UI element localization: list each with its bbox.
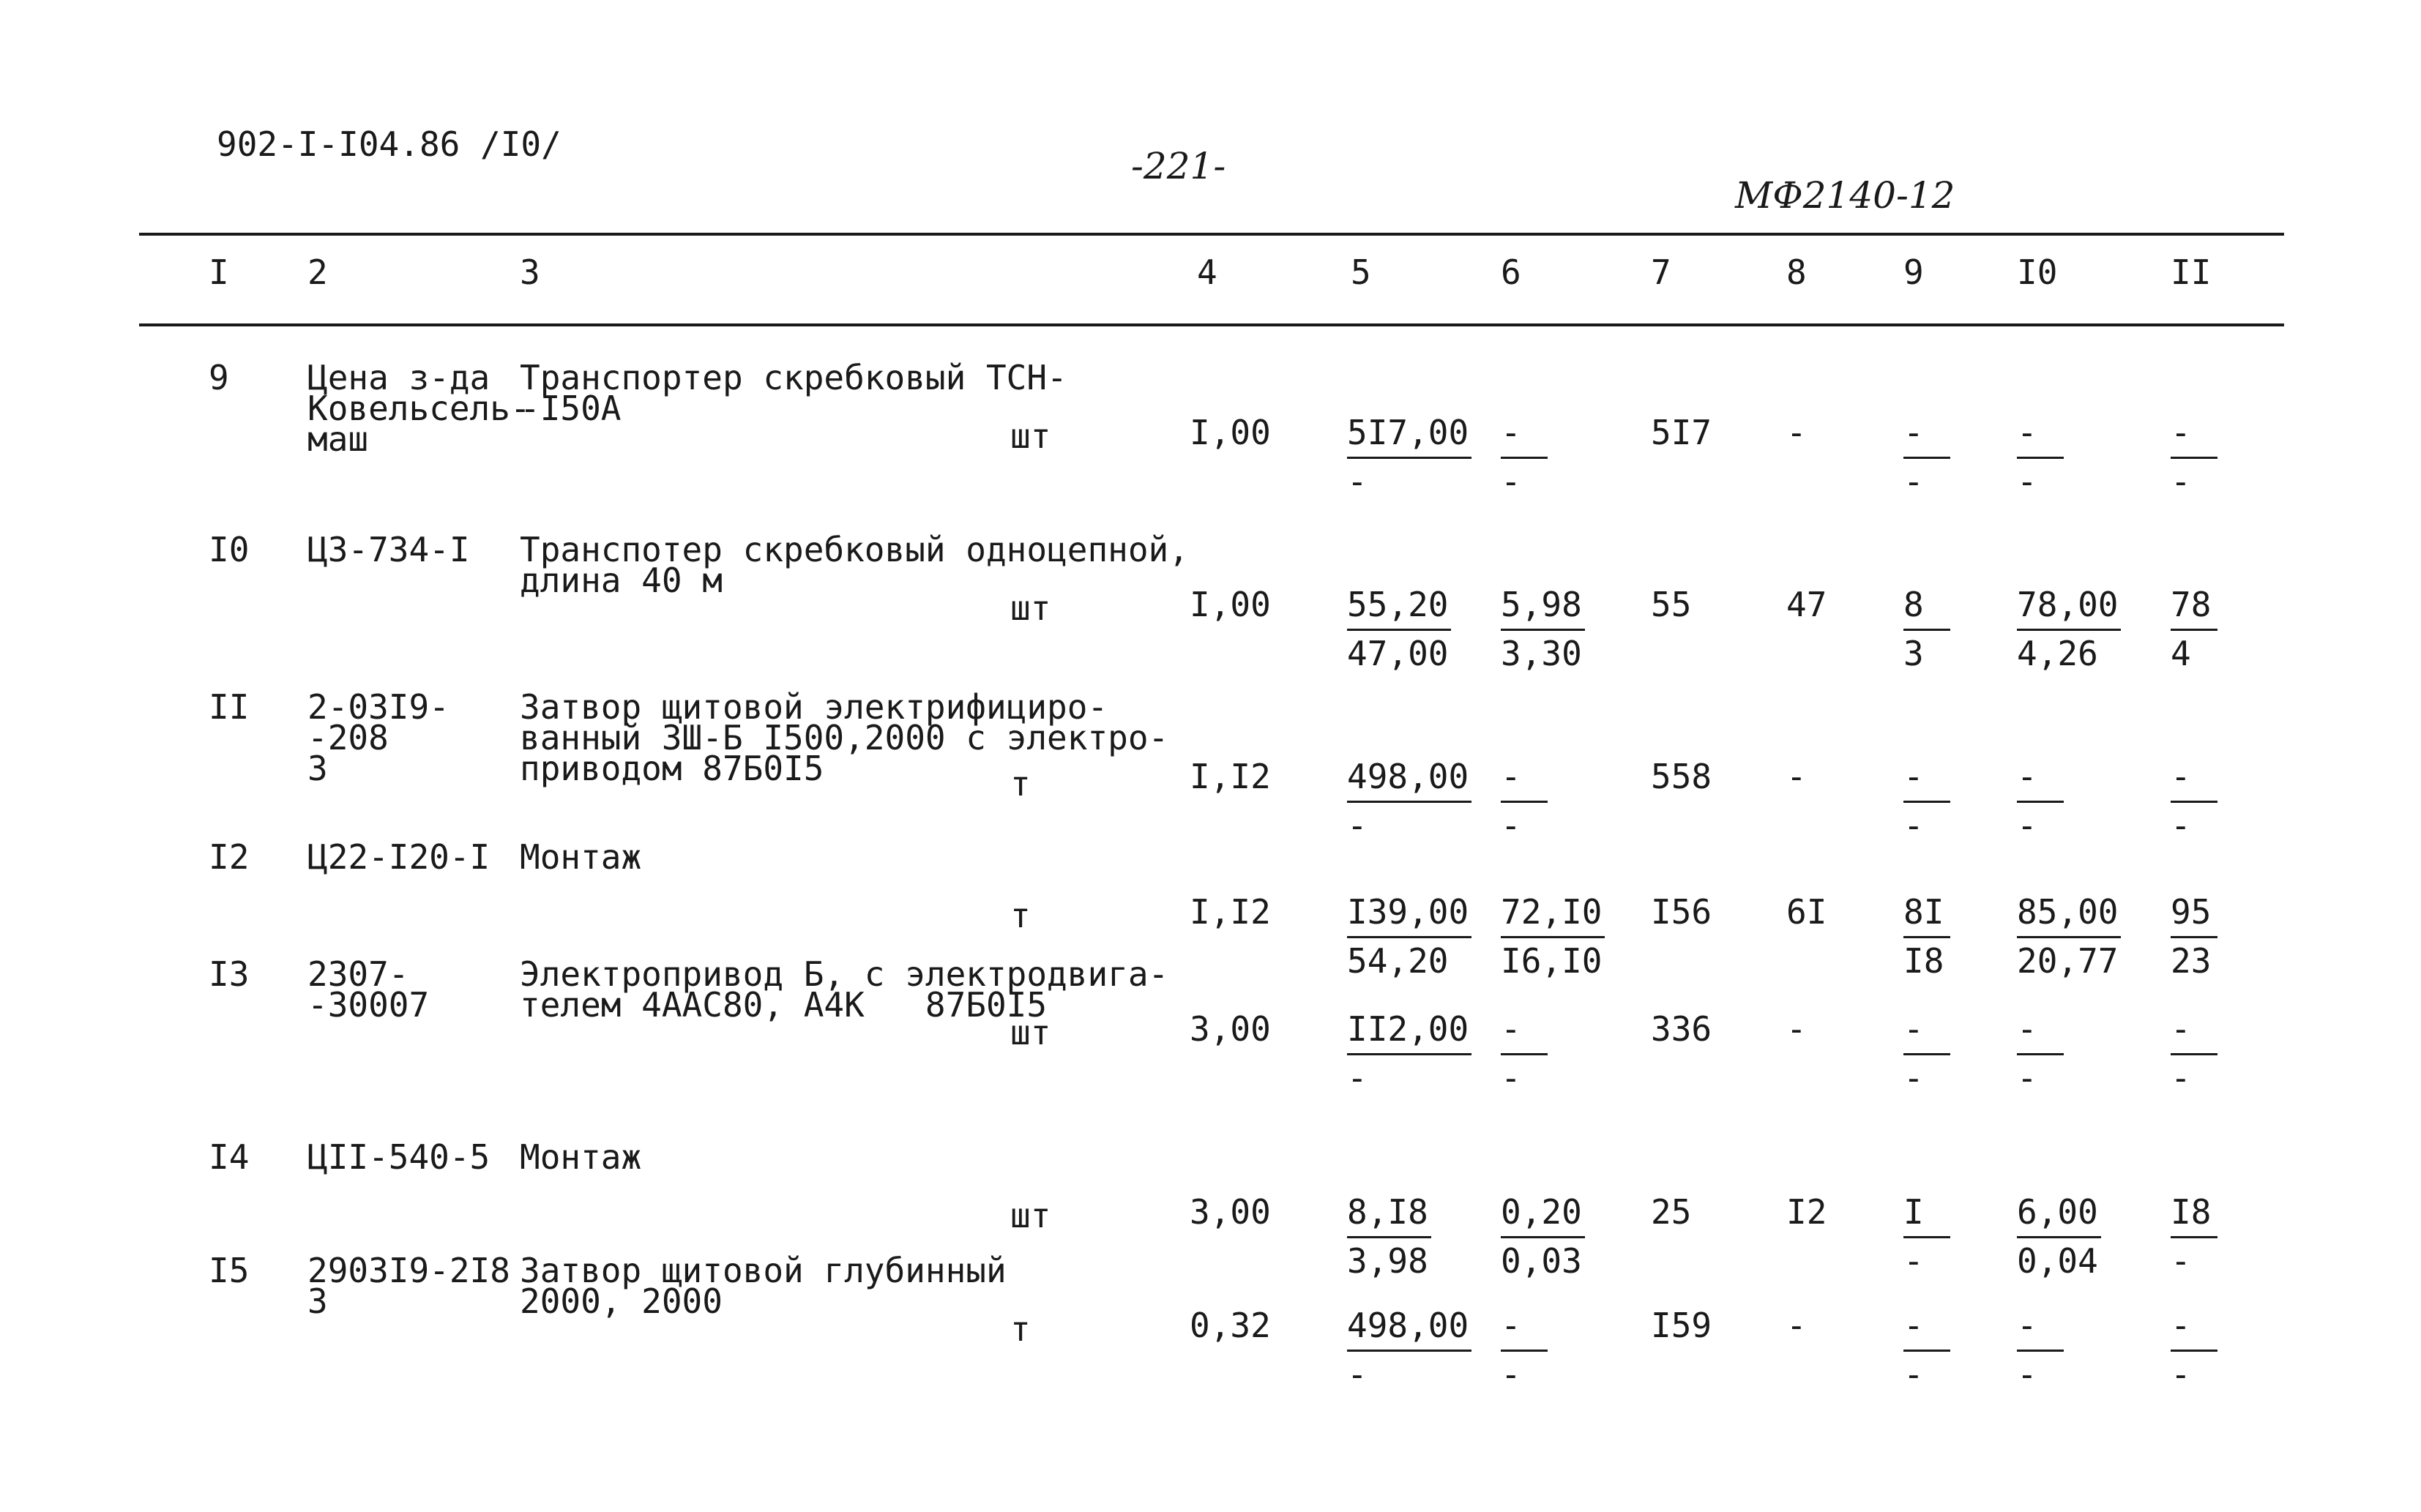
col-10-value-numerator: 6,00 (2017, 1189, 2101, 1238)
item-name: Затвор щитовой электрифициро- ванный ЗШ-Б I500,2000 с электро- приводом 87Б0I5 (520, 687, 1169, 788)
col-11-value-denominator: - (2171, 1241, 2191, 1281)
column-header-11: II (2171, 252, 2212, 292)
total-cost: 558 (1651, 757, 1712, 796)
column-header-5: 5 (1351, 252, 1371, 292)
item-name: Монтаж (520, 837, 642, 877)
unit-cost-total-numerator: 8,I8 (1347, 1189, 1431, 1238)
unit: шт (1010, 1013, 1051, 1052)
col-10-value-numerator: - (2017, 754, 2064, 803)
unit-cost-wages-numerator: - (1501, 1006, 1548, 1055)
col-10-value-denominator: - (2017, 806, 2037, 845)
unit-cost-total (1347, 889, 1471, 984)
unit-cost-total-numerator: 498,00 (1347, 1303, 1471, 1352)
row-number: I2 (209, 837, 250, 877)
unit-cost-wages (1501, 754, 1548, 848)
unit-cost-total-denominator: - (1347, 462, 1368, 501)
col-11-value (2171, 754, 2217, 848)
header-rule (139, 323, 2284, 326)
col-11-value-denominator: - (2171, 806, 2191, 845)
quantity: 0,32 (1190, 1306, 1271, 1345)
unit-cost-wages-numerator: 5,98 (1501, 582, 1585, 631)
col-9-value-numerator: 8I (1903, 889, 1950, 938)
col-10-value-numerator: - (2017, 1303, 2064, 1352)
document-code: 902-I-I04.86 /I0/ (217, 124, 562, 164)
col-9-value-numerator: - (1903, 410, 1950, 459)
col-11-value-numerator: 78 (2171, 582, 2217, 631)
col-9-value (1903, 1303, 1950, 1397)
col-9-value (1903, 410, 1950, 504)
column-header-4: 4 (1197, 252, 1217, 292)
unit-cost-wages-numerator: 72,I0 (1501, 889, 1605, 938)
col-9-value-denominator: - (1903, 806, 1924, 845)
page-number: -221- (1131, 145, 1226, 187)
price-code: 2903I9-2I8 3 (307, 1251, 510, 1321)
total-cost: 25 (1651, 1192, 1692, 1232)
unit-cost-wages (1501, 1189, 1585, 1284)
col-11-value-numerator: 95 (2171, 889, 2217, 938)
col-8-value: - (1786, 413, 1807, 452)
col-9-value-denominator: - (1903, 1241, 1924, 1281)
col-11-value-numerator: I8 (2171, 1189, 2217, 1238)
col-10-value-denominator: 4,26 (2017, 634, 2098, 673)
unit: т (1010, 896, 1031, 935)
row-number: I4 (209, 1137, 250, 1177)
col-11-value (2171, 582, 2217, 676)
col-9-value (1903, 1006, 1950, 1101)
column-header-9: 9 (1903, 252, 1924, 292)
quantity: I,00 (1190, 585, 1271, 624)
unit-cost-wages-denominator: - (1501, 1058, 1521, 1098)
unit-cost-wages-numerator: - (1501, 754, 1548, 803)
col-9-value-numerator: - (1903, 754, 1950, 803)
col-10-value (2017, 889, 2121, 984)
unit-cost-wages-numerator: 0,20 (1501, 1189, 1585, 1238)
unit-cost-total-numerator: I39,00 (1347, 889, 1471, 938)
unit-cost-total (1347, 1006, 1471, 1101)
col-10-value (2017, 582, 2121, 676)
col-11-value-numerator: - (2171, 410, 2217, 459)
col-11-value (2171, 1189, 2217, 1284)
column-header-1: I (209, 252, 229, 292)
col-10-value (2017, 1189, 2101, 1284)
col-9-value-denominator: - (1903, 462, 1924, 501)
col-9-value-denominator: I8 (1903, 941, 1944, 981)
col-11-value-numerator: - (2171, 754, 2217, 803)
col-11-value-numerator: - (2171, 1006, 2217, 1055)
unit-cost-wages-numerator: - (1501, 1303, 1548, 1352)
col-9-value (1903, 582, 1950, 676)
row-number: I3 (209, 954, 250, 994)
unit-cost-total (1347, 582, 1451, 676)
col-11-value-denominator: - (2171, 1355, 2191, 1394)
col-9-value-numerator: 8 (1903, 582, 1950, 631)
row-number: 9 (209, 358, 229, 397)
unit-cost-total-denominator: 3,98 (1347, 1241, 1428, 1281)
col-9-value-numerator: - (1903, 1303, 1950, 1352)
col-10-value-denominator: 0,04 (2017, 1241, 2098, 1281)
total-cost: I56 (1651, 892, 1712, 932)
unit-cost-wages-denominator: 0,03 (1501, 1241, 1582, 1281)
unit-cost-total (1347, 1189, 1431, 1284)
col-10-value-numerator: - (2017, 1006, 2064, 1055)
price-code: 2307- -30007 (307, 954, 430, 1025)
row-number: I0 (209, 530, 250, 569)
unit-cost-wages-denominator: - (1501, 1355, 1521, 1394)
total-cost: I59 (1651, 1306, 1712, 1345)
col-10-value-numerator: 78,00 (2017, 582, 2121, 631)
column-header-8: 8 (1786, 252, 1807, 292)
unit-cost-wages (1501, 582, 1585, 676)
col-9-value-numerator: - (1903, 1006, 1950, 1055)
col-11-value-denominator: - (2171, 462, 2191, 501)
col-10-value-numerator: - (2017, 410, 2064, 459)
col-8-value: I2 (1786, 1192, 1827, 1232)
col-8-value: - (1786, 1009, 1807, 1049)
row-number: II (209, 687, 250, 727)
column-header-2: 2 (307, 252, 328, 292)
item-name: Затвор щитовой глубинный 2000, 2000 (520, 1251, 1007, 1321)
quantity: I,00 (1190, 413, 1271, 452)
price-code: ЦII-540-5 (307, 1137, 490, 1177)
unit-cost-total-numerator: 498,00 (1347, 754, 1471, 803)
col-9-value-numerator: I (1903, 1189, 1950, 1238)
unit-cost-total-numerator: 55,20 (1347, 582, 1451, 631)
col-8-value: 47 (1786, 585, 1827, 624)
col-10-value-denominator: 20,77 (2017, 941, 2119, 981)
total-cost: 55 (1651, 585, 1692, 624)
col-11-value (2171, 1006, 2217, 1101)
col-9-value (1903, 889, 1950, 984)
price-code: Цена з-да Ковельсель- маш (307, 358, 531, 459)
quantity: I,I2 (1190, 892, 1271, 932)
col-11-value (2171, 889, 2217, 984)
col-9-value-denominator: 3 (1903, 634, 1924, 673)
column-header-7: 7 (1651, 252, 1671, 292)
column-header-10: I0 (2017, 252, 2058, 292)
unit: шт (1010, 588, 1051, 628)
col-10-value-denominator: - (2017, 462, 2037, 501)
total-cost: 336 (1651, 1009, 1712, 1049)
unit-cost-wages (1501, 1303, 1548, 1397)
unit-cost-total (1347, 1303, 1471, 1397)
col-11-value (2171, 1303, 2217, 1397)
unit-cost-wages-denominator: I6,I0 (1501, 941, 1603, 981)
unit-cost-wages (1501, 889, 1605, 984)
col-10-value (2017, 1006, 2064, 1101)
unit-cost-wages-denominator: 3,30 (1501, 634, 1582, 673)
unit-cost-wages-denominator: - (1501, 806, 1521, 845)
col-8-value: - (1786, 757, 1807, 796)
unit-cost-total-denominator: - (1347, 806, 1368, 845)
col-9-value (1903, 1189, 1950, 1284)
col-10-value (2017, 754, 2064, 848)
quantity: 3,00 (1190, 1192, 1271, 1232)
item-name: Монтаж (520, 1137, 642, 1177)
price-code: ЦЗ-734-I (307, 530, 470, 569)
col-11-value-numerator: - (2171, 1303, 2217, 1352)
column-header-6: 6 (1501, 252, 1521, 292)
unit-cost-wages (1501, 410, 1548, 504)
unit-cost-total-denominator: 54,20 (1347, 941, 1449, 981)
unit-cost-total-denominator: - (1347, 1058, 1368, 1098)
unit-cost-total-denominator: 47,00 (1347, 634, 1449, 673)
unit-cost-wages-numerator: - (1501, 410, 1548, 459)
unit: шт (1010, 1196, 1051, 1235)
unit: шт (1010, 416, 1051, 456)
col-8-value: 6I (1786, 892, 1827, 932)
total-cost: 5I7 (1651, 413, 1712, 452)
col-11-value (2171, 410, 2217, 504)
col-11-value-denominator: - (2171, 1058, 2191, 1098)
sheet-mark: МФ2140-12 (1735, 174, 1955, 217)
unit-cost-total-numerator: 5I7,00 (1347, 410, 1471, 459)
top-rule (139, 233, 2284, 236)
col-10-value-denominator: - (2017, 1355, 2037, 1394)
col-9-value (1903, 754, 1950, 848)
column-header-3: 3 (520, 252, 540, 292)
col-11-value-denominator: 4 (2171, 634, 2191, 673)
col-10-value (2017, 410, 2064, 504)
col-10-value-denominator: - (2017, 1058, 2037, 1098)
item-name: Транспотер скребковый одноцепной, длина 40 м (520, 530, 1189, 600)
unit-cost-wages-denominator: - (1501, 462, 1521, 501)
unit: т (1010, 764, 1031, 804)
col-10-value (2017, 1303, 2064, 1397)
unit: т (1010, 1309, 1031, 1349)
item-name: Электропривод Б, с электродвига- телем 4ААС80, А4К 87Б0I5 (520, 954, 1169, 1025)
item-name: Транспортер скребковый ТСН- -I50А (520, 358, 1067, 428)
unit-cost-wages (1501, 1006, 1548, 1101)
price-code: 2-03I9- -208 3 (307, 687, 449, 788)
unit-cost-total (1347, 410, 1471, 504)
col-11-value-denominator: 23 (2171, 941, 2212, 981)
quantity: I,I2 (1190, 757, 1271, 796)
col-8-value: - (1786, 1306, 1807, 1345)
row-number: I5 (209, 1251, 250, 1290)
quantity: 3,00 (1190, 1009, 1271, 1049)
col-10-value-numerator: 85,00 (2017, 889, 2121, 938)
price-code: Ц22-I20-I (307, 837, 490, 877)
unit-cost-total (1347, 754, 1471, 848)
unit-cost-total-numerator: II2,00 (1347, 1006, 1471, 1055)
unit-cost-total-denominator: - (1347, 1355, 1368, 1394)
col-9-value-denominator: - (1903, 1355, 1924, 1394)
col-9-value-denominator: - (1903, 1058, 1924, 1098)
